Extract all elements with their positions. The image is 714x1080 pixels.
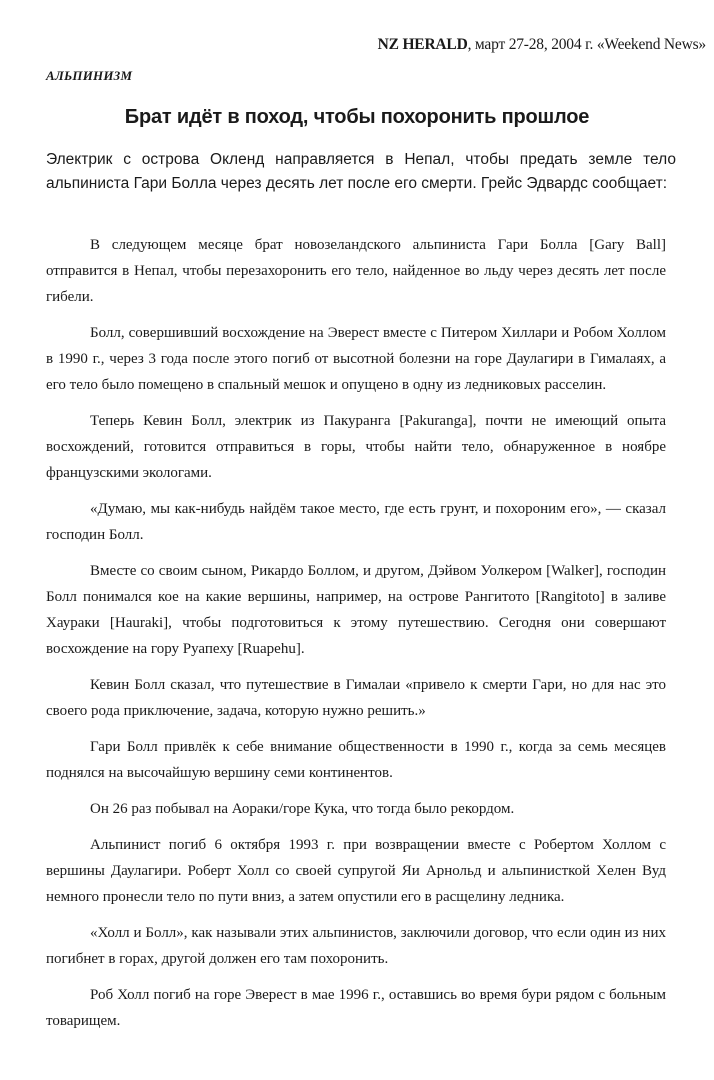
masthead [378,36,706,54]
article-body [46,232,666,1034]
body-paragraph: Он 26 раз побывал на Аораки/горе Кука, что тогда было рекордом. [90,801,515,817]
body-paragraph: Кевин Болл сказал, что путешествие в Гималаи «привело к смерти Гари, но для нас это своего рода приключение, задача, которую нужно решить.» [46,677,666,719]
body-paragraph: «Холл и Болл», как называли этих альпинистов, заключили договор, что если один из них погибнет в горах, другой должен его там похоронить. [46,925,666,967]
article-headline: Брат идёт в поход, чтобы похоронить прошлое [124,106,590,128]
publication-date: , март 27-28, 2004 г. «Weekend News» [467,36,706,53]
body-paragraph: Теперь Кевин Болл, электрик из Пакуранга [Pakuranga], почти не имеющий опыта восхождений, готовится отправиться в горы, чтобы найти тело, обнаруженное в ноябре французскими экологами. [46,413,666,481]
section-label: АЛЬПИНИЗМ [46,68,133,83]
body-paragraph: Роб Холл погиб на горе Эверест в мае 1996 г., оставшись во время бури рядом с больным товарищем. [46,987,666,1029]
body-paragraph: Гари Болл привлёк к себе внимание общественности в 1990 г., когда за семь месяцев поднялся на высочайшую вершину семи континентов. [46,739,666,781]
body-paragraph: Болл, совершивший восхождение на Эверест вместе с Питером Хиллари и Робом Холлом в 1990 г., через 3 года после этого погиб от высотной болезни на горе Даулагири в Гималаях, а его тело было помещено в спальный мешок и опущено в одну из ледниковых расселин. [46,325,666,393]
body-paragraph: Альпинист погиб 6 октября 1993 г. при возвращении вместе с Робертом Холлом с вершины Даулагири. Роберт Холл со своей супругой Яи Арнольд и альпинисткой Хелен Вуд немного пронесли тело по пути вниз, а затем опустили его в расщелину ледника. [46,837,666,905]
article-lead: Электрик с острова Окленд направляется в Непал, чтобы предать земле тело альпиниста Гари Болла через десять лет после его смерти. Грейс Эдвардс сообщает: [46,151,676,192]
body-paragraph: Вместе со своим сыном, Рикардо Боллом, и другом, Дэйвом Уолкером [Walker], господин Болл понимался кое на какие вершины, например, на острове Рангитото [Rangitoto] в заливе Хаураки [Hauraki], чтобы подготовиться к этому путешествию. Сегодня они совершают восхождение на гору Руапеху [Ruapehu]. [46,563,666,657]
body-paragraph: «Думаю, мы как-нибудь найдём такое место, где есть грунт, и похороним его», — сказал господин Болл. [46,501,666,543]
body-paragraph: В следующем месяце брат новозеландского альпиниста Гари Болла [Gary Ball] отправится в Непал, чтобы перезахоронить его тело, найденное во льду через десять лет после гибели. [46,237,666,305]
publication-name: NZ HERALD [377,36,468,53]
